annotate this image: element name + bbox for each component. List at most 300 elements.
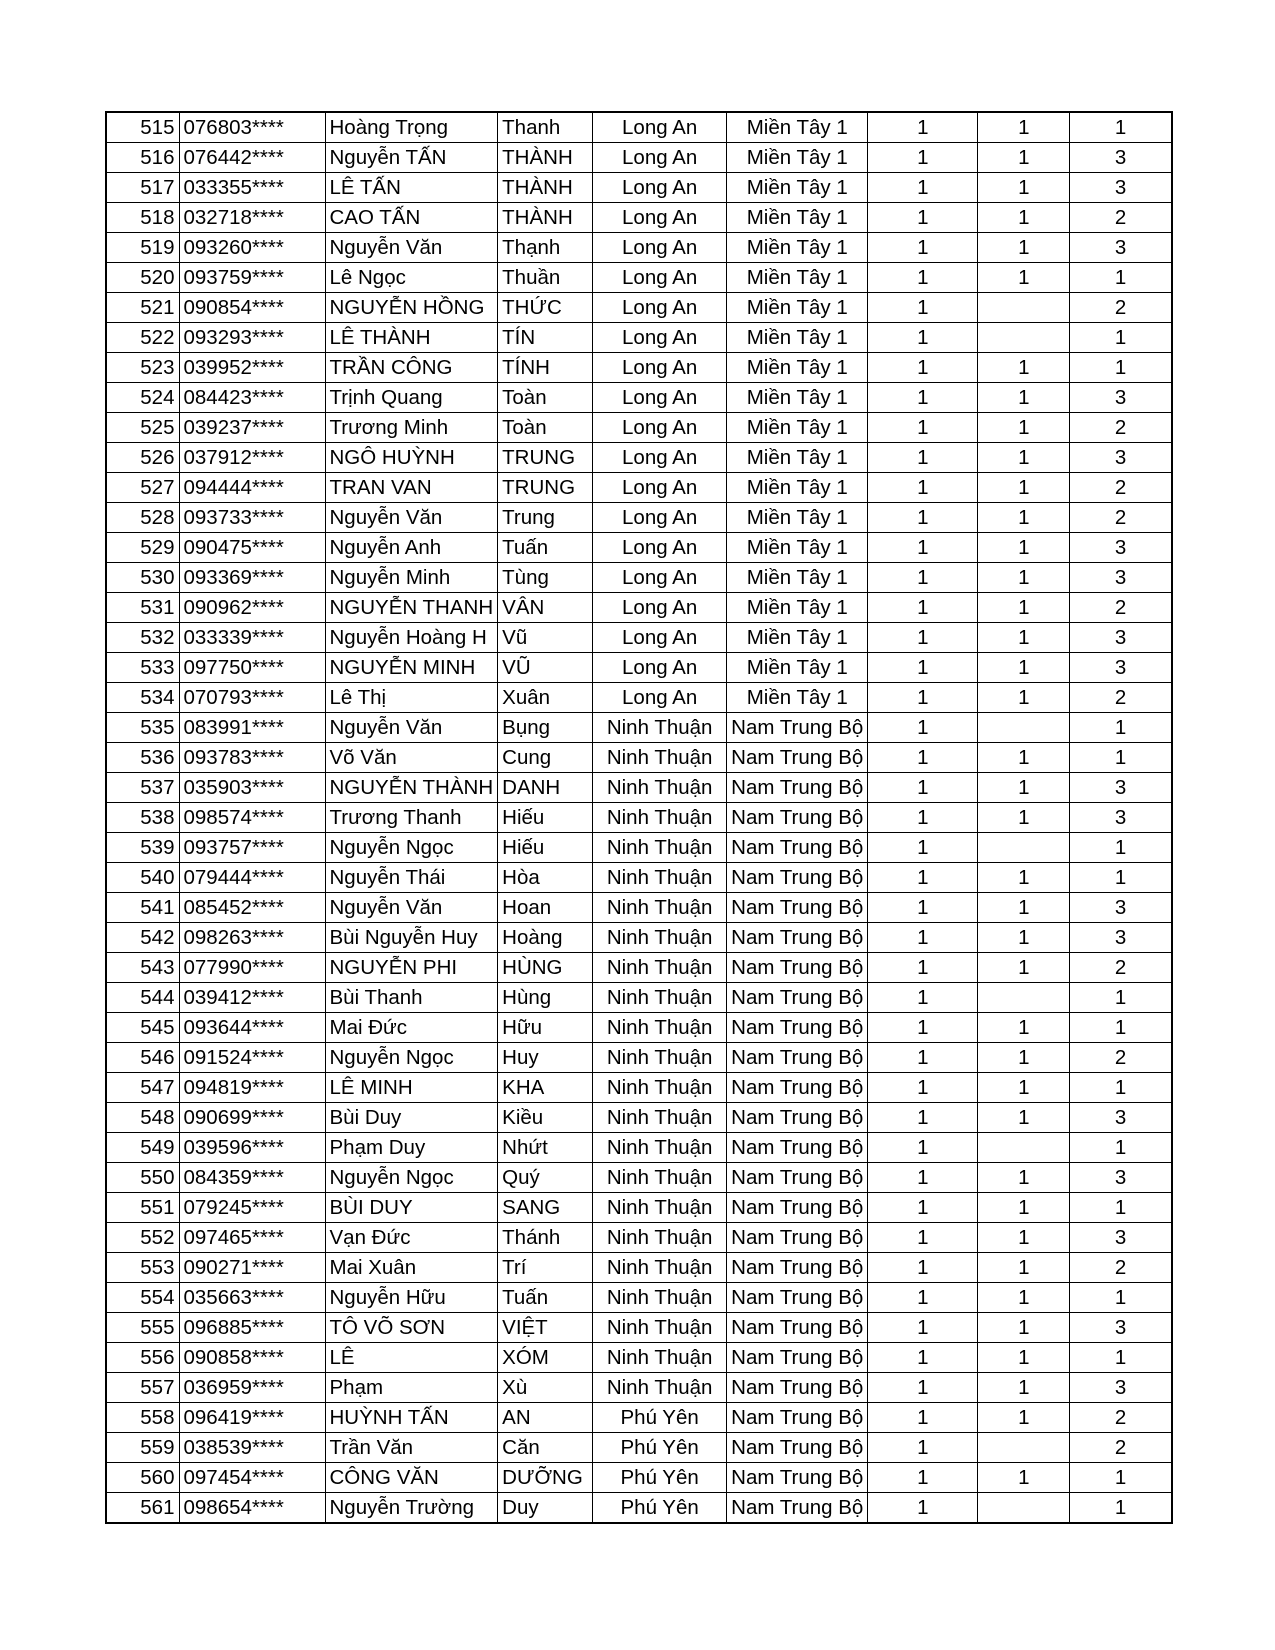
count-cell-2 (978, 1433, 1070, 1463)
last-middle-name-cell: Trần Văn (325, 1433, 498, 1463)
row-number-cell: 556 (106, 1343, 179, 1373)
count-cell-2: 1 (978, 1373, 1070, 1403)
row-number-cell: 525 (106, 413, 179, 443)
count-cell-2: 1 (978, 1163, 1070, 1193)
row-number-cell: 552 (106, 1223, 179, 1253)
id-number-cell: 093733**** (179, 503, 325, 533)
row-number-cell: 538 (106, 803, 179, 833)
region-cell: Nam Trung Bộ (727, 1313, 868, 1343)
province-cell: Long An (593, 203, 727, 233)
row-number-cell: 515 (106, 112, 179, 143)
count-cell-2: 1 (978, 143, 1070, 173)
table-row (106, 203, 1172, 233)
id-number-cell: 035903**** (179, 773, 325, 803)
table-row (106, 353, 1172, 383)
count-cell-1: 1 (868, 1043, 978, 1073)
count-cell-2 (978, 1133, 1070, 1163)
last-middle-name-cell: Phạm Duy (325, 1133, 498, 1163)
region-cell: Nam Trung Bộ (727, 1073, 868, 1103)
last-middle-name-cell: NGUYỄN THANH (325, 593, 498, 623)
region-cell: Nam Trung Bộ (727, 1163, 868, 1193)
province-cell: Long An (593, 383, 727, 413)
count-cell-3: 3 (1070, 173, 1172, 203)
count-cell-2: 1 (978, 173, 1070, 203)
region-cell: Nam Trung Bộ (727, 1193, 868, 1223)
count-cell-2: 1 (978, 623, 1070, 653)
count-cell-2: 1 (978, 593, 1070, 623)
row-number-cell: 557 (106, 1373, 179, 1403)
region-cell: Miền Tây 1 (727, 383, 868, 413)
last-middle-name-cell: Nguyễn Văn (325, 893, 498, 923)
region-cell: Nam Trung Bộ (727, 1463, 868, 1493)
count-cell-1: 1 (868, 743, 978, 773)
row-number-cell: 561 (106, 1493, 179, 1524)
province-cell: Long An (593, 503, 727, 533)
row-number-cell: 551 (106, 1193, 179, 1223)
region-cell: Miền Tây 1 (727, 533, 868, 563)
region-cell: Nam Trung Bộ (727, 1493, 868, 1524)
row-number-cell: 530 (106, 563, 179, 593)
region-cell: Nam Trung Bộ (727, 863, 868, 893)
count-cell-1: 1 (868, 503, 978, 533)
province-cell: Ninh Thuận (593, 1253, 727, 1283)
count-cell-2: 1 (978, 893, 1070, 923)
row-number-cell: 520 (106, 263, 179, 293)
table-row (106, 593, 1172, 623)
id-number-cell: 076442**** (179, 143, 325, 173)
count-cell-2: 1 (978, 803, 1070, 833)
count-cell-3: 1 (1070, 713, 1172, 743)
count-cell-1: 1 (868, 1253, 978, 1283)
region-cell: Miền Tây 1 (727, 203, 868, 233)
province-cell: Long An (593, 683, 727, 713)
region-cell: Miền Tây 1 (727, 683, 868, 713)
first-name-cell: Tuấn (498, 533, 593, 563)
province-cell: Ninh Thuận (593, 1013, 727, 1043)
region-cell: Nam Trung Bộ (727, 1103, 868, 1133)
first-name-cell: AN (498, 1403, 593, 1433)
count-cell-1: 1 (868, 263, 978, 293)
id-number-cell: 090962**** (179, 593, 325, 623)
id-number-cell: 090475**** (179, 533, 325, 563)
province-cell: Long An (593, 473, 727, 503)
count-cell-1: 1 (868, 1073, 978, 1103)
row-number-cell: 548 (106, 1103, 179, 1133)
table-row (106, 413, 1172, 443)
first-name-cell: Tuấn (498, 1283, 593, 1313)
count-cell-2 (978, 293, 1070, 323)
first-name-cell: Căn (498, 1433, 593, 1463)
id-number-cell: 032718**** (179, 203, 325, 233)
table-row (106, 653, 1172, 683)
province-cell: Long An (593, 233, 727, 263)
table-row (106, 743, 1172, 773)
table-row (106, 1403, 1172, 1433)
province-cell: Ninh Thuận (593, 983, 727, 1013)
count-cell-3: 3 (1070, 803, 1172, 833)
count-cell-1: 1 (868, 143, 978, 173)
id-number-cell: 090854**** (179, 293, 325, 323)
table-row (106, 443, 1172, 473)
region-cell: Miền Tây 1 (727, 233, 868, 263)
first-name-cell: Toàn (498, 383, 593, 413)
table-row (106, 503, 1172, 533)
last-middle-name-cell: Lê Thị (325, 683, 498, 713)
count-cell-1: 1 (868, 983, 978, 1013)
region-cell: Miền Tây 1 (727, 503, 868, 533)
id-number-cell: 097454**** (179, 1463, 325, 1493)
first-name-cell: Xù (498, 1373, 593, 1403)
region-cell: Nam Trung Bộ (727, 1013, 868, 1043)
id-number-cell: 033339**** (179, 623, 325, 653)
count-cell-2: 1 (978, 1223, 1070, 1253)
count-cell-2: 1 (978, 563, 1070, 593)
count-cell-3: 2 (1070, 1433, 1172, 1463)
count-cell-2: 1 (978, 773, 1070, 803)
row-number-cell: 536 (106, 743, 179, 773)
first-name-cell: Thuần (498, 263, 593, 293)
count-cell-1: 1 (868, 1223, 978, 1253)
last-middle-name-cell: TÔ VÕ SƠN (325, 1313, 498, 1343)
table-row (106, 623, 1172, 653)
table-row (106, 923, 1172, 953)
first-name-cell: TRUNG (498, 473, 593, 503)
count-cell-3: 1 (1070, 1073, 1172, 1103)
count-cell-2: 1 (978, 503, 1070, 533)
region-cell: Nam Trung Bộ (727, 743, 868, 773)
last-middle-name-cell: Bùi Nguyễn Huy (325, 923, 498, 953)
id-number-cell: 098654**** (179, 1493, 325, 1524)
first-name-cell: Kiều (498, 1103, 593, 1133)
id-number-cell: 093759**** (179, 263, 325, 293)
table-row (106, 683, 1172, 713)
table-row (106, 713, 1172, 743)
id-number-cell: 093293**** (179, 323, 325, 353)
count-cell-1: 1 (868, 863, 978, 893)
last-middle-name-cell: NGUYỄN MINH (325, 653, 498, 683)
table-row (106, 953, 1172, 983)
last-middle-name-cell: LÊ THÀNH (325, 323, 498, 353)
last-middle-name-cell: Nguyễn Văn (325, 503, 498, 533)
region-cell: Miền Tây 1 (727, 593, 868, 623)
id-number-cell: 093260**** (179, 233, 325, 263)
count-cell-3: 2 (1070, 1403, 1172, 1433)
row-number-cell: 521 (106, 293, 179, 323)
count-cell-1: 1 (868, 953, 978, 983)
id-number-cell: 094819**** (179, 1073, 325, 1103)
id-number-cell: 093757**** (179, 833, 325, 863)
row-number-cell: 554 (106, 1283, 179, 1313)
table-row (106, 1133, 1172, 1163)
first-name-cell: Thánh (498, 1223, 593, 1253)
first-name-cell: HÙNG (498, 953, 593, 983)
province-cell: Ninh Thuận (593, 803, 727, 833)
first-name-cell: Hiếu (498, 803, 593, 833)
id-number-cell: 096885**** (179, 1313, 325, 1343)
first-name-cell: Bụng (498, 713, 593, 743)
count-cell-3: 1 (1070, 833, 1172, 863)
first-name-cell: TÍN (498, 323, 593, 353)
province-cell: Ninh Thuận (593, 1283, 727, 1313)
last-middle-name-cell: Nguyễn Văn (325, 233, 498, 263)
province-cell: Long An (593, 173, 727, 203)
count-cell-3: 1 (1070, 863, 1172, 893)
region-cell: Nam Trung Bộ (727, 833, 868, 863)
row-number-cell: 547 (106, 1073, 179, 1103)
row-number-cell: 541 (106, 893, 179, 923)
last-middle-name-cell: TRẦN CÔNG (325, 353, 498, 383)
row-number-cell: 518 (106, 203, 179, 233)
table-row (106, 1103, 1172, 1133)
province-cell: Ninh Thuận (593, 833, 727, 863)
count-cell-2: 1 (978, 1313, 1070, 1343)
count-cell-2: 1 (978, 383, 1070, 413)
first-name-cell: Hữu (498, 1013, 593, 1043)
first-name-cell: SANG (498, 1193, 593, 1223)
last-middle-name-cell: Nguyễn Thái (325, 863, 498, 893)
count-cell-2: 1 (978, 1073, 1070, 1103)
count-cell-2: 1 (978, 1463, 1070, 1493)
count-cell-1: 1 (868, 473, 978, 503)
id-number-cell: 093644**** (179, 1013, 325, 1043)
id-number-cell: 091524**** (179, 1043, 325, 1073)
row-number-cell: 517 (106, 173, 179, 203)
table-row (106, 1163, 1172, 1193)
count-cell-3: 3 (1070, 443, 1172, 473)
count-cell-3: 2 (1070, 473, 1172, 503)
count-cell-1: 1 (868, 713, 978, 743)
count-cell-2: 1 (978, 203, 1070, 233)
id-number-cell: 035663**** (179, 1283, 325, 1313)
row-number-cell: 532 (106, 623, 179, 653)
count-cell-1: 1 (868, 1343, 978, 1373)
count-cell-2: 1 (978, 863, 1070, 893)
region-cell: Miền Tây 1 (727, 443, 868, 473)
last-middle-name-cell: Nguyễn Trường (325, 1493, 498, 1524)
region-cell: Nam Trung Bộ (727, 1223, 868, 1253)
id-number-cell: 096419**** (179, 1403, 325, 1433)
province-cell: Ninh Thuận (593, 893, 727, 923)
count-cell-3: 1 (1070, 1343, 1172, 1373)
count-cell-3: 2 (1070, 1253, 1172, 1283)
last-middle-name-cell: LÊ TẤN (325, 173, 498, 203)
first-name-cell: Toàn (498, 413, 593, 443)
count-cell-3: 1 (1070, 1493, 1172, 1524)
id-number-cell: 098574**** (179, 803, 325, 833)
count-cell-1: 1 (868, 1373, 978, 1403)
count-cell-3: 3 (1070, 233, 1172, 263)
id-number-cell: 037912**** (179, 443, 325, 473)
last-middle-name-cell: Hoàng Trọng (325, 112, 498, 143)
last-middle-name-cell: Trịnh Quang (325, 383, 498, 413)
table-row (106, 383, 1172, 413)
count-cell-2: 1 (978, 1013, 1070, 1043)
id-number-cell: 090858**** (179, 1343, 325, 1373)
count-cell-3: 1 (1070, 983, 1172, 1013)
count-cell-2 (978, 713, 1070, 743)
region-cell: Nam Trung Bộ (727, 953, 868, 983)
row-number-cell: 531 (106, 593, 179, 623)
id-number-cell: 083991**** (179, 713, 325, 743)
count-cell-1: 1 (868, 653, 978, 683)
region-cell: Nam Trung Bộ (727, 1253, 868, 1283)
count-cell-1: 1 (868, 833, 978, 863)
last-middle-name-cell: CÔNG VĂN (325, 1463, 498, 1493)
count-cell-3: 3 (1070, 623, 1172, 653)
count-cell-2: 1 (978, 233, 1070, 263)
first-name-cell: Quý (498, 1163, 593, 1193)
table-row (106, 1073, 1172, 1103)
table-row (106, 1343, 1172, 1373)
region-cell: Miền Tây 1 (727, 143, 868, 173)
table-row (106, 1313, 1172, 1343)
table-row (106, 293, 1172, 323)
row-number-cell: 558 (106, 1403, 179, 1433)
count-cell-1: 1 (868, 773, 978, 803)
count-cell-1: 1 (868, 563, 978, 593)
id-number-cell: 033355**** (179, 173, 325, 203)
table-row (106, 773, 1172, 803)
count-cell-3: 2 (1070, 953, 1172, 983)
first-name-cell: Xuân (498, 683, 593, 713)
first-name-cell: Vũ (498, 623, 593, 653)
row-number-cell: 528 (106, 503, 179, 533)
region-cell: Miền Tây 1 (727, 623, 868, 653)
row-number-cell: 539 (106, 833, 179, 863)
id-number-cell: 093783**** (179, 743, 325, 773)
first-name-cell: Hoàng (498, 923, 593, 953)
count-cell-2: 1 (978, 1403, 1070, 1433)
region-cell: Miền Tây 1 (727, 173, 868, 203)
row-number-cell: 550 (106, 1163, 179, 1193)
province-cell: Ninh Thuận (593, 1133, 727, 1163)
province-cell: Long An (593, 143, 727, 173)
row-number-cell: 527 (106, 473, 179, 503)
first-name-cell: VÂN (498, 593, 593, 623)
count-cell-2: 1 (978, 1283, 1070, 1313)
region-cell: Nam Trung Bộ (727, 1403, 868, 1433)
count-cell-3: 3 (1070, 383, 1172, 413)
count-cell-2: 1 (978, 1043, 1070, 1073)
first-name-cell: TRUNG (498, 443, 593, 473)
province-cell: Ninh Thuận (593, 713, 727, 743)
region-cell: Miền Tây 1 (727, 263, 868, 293)
count-cell-1: 1 (868, 1163, 978, 1193)
count-cell-2: 1 (978, 533, 1070, 563)
province-cell: Ninh Thuận (593, 743, 727, 773)
count-cell-3: 3 (1070, 773, 1172, 803)
count-cell-1: 1 (868, 293, 978, 323)
first-name-cell: THÀNH (498, 143, 593, 173)
count-cell-3: 1 (1070, 1013, 1172, 1043)
row-number-cell: 549 (106, 1133, 179, 1163)
last-middle-name-cell: BÙI DUY (325, 1193, 498, 1223)
count-cell-2: 1 (978, 1193, 1070, 1223)
first-name-cell: Nhứt (498, 1133, 593, 1163)
row-number-cell: 535 (106, 713, 179, 743)
province-cell: Ninh Thuận (593, 923, 727, 953)
province-cell: Phú Yên (593, 1493, 727, 1524)
first-name-cell: Thạnh (498, 233, 593, 263)
count-cell-2 (978, 323, 1070, 353)
count-cell-3: 1 (1070, 743, 1172, 773)
row-number-cell: 523 (106, 353, 179, 383)
last-middle-name-cell: Lê Ngọc (325, 263, 498, 293)
count-cell-3: 1 (1070, 1193, 1172, 1223)
table-row (106, 983, 1172, 1013)
count-cell-2: 1 (978, 1103, 1070, 1133)
province-cell: Phú Yên (593, 1433, 727, 1463)
count-cell-2: 1 (978, 112, 1070, 143)
count-cell-1: 1 (868, 1013, 978, 1043)
count-cell-1: 1 (868, 413, 978, 443)
row-number-cell: 560 (106, 1463, 179, 1493)
table-row (106, 1283, 1172, 1313)
province-cell: Ninh Thuận (593, 953, 727, 983)
table-row (106, 1013, 1172, 1043)
count-cell-1: 1 (868, 203, 978, 233)
first-name-cell: Trí (498, 1253, 593, 1283)
count-cell-1: 1 (868, 803, 978, 833)
count-cell-1: 1 (868, 1133, 978, 1163)
province-cell: Ninh Thuận (593, 1073, 727, 1103)
count-cell-2: 1 (978, 473, 1070, 503)
last-middle-name-cell: Mai Xuân (325, 1253, 498, 1283)
last-middle-name-cell: TRAN VAN (325, 473, 498, 503)
last-middle-name-cell: HUỲNH TẤN (325, 1403, 498, 1433)
province-cell: Ninh Thuận (593, 773, 727, 803)
last-middle-name-cell: Nguyễn Ngọc (325, 833, 498, 863)
last-middle-name-cell: Phạm (325, 1373, 498, 1403)
table-row (106, 803, 1172, 833)
count-cell-3: 1 (1070, 1133, 1172, 1163)
first-name-cell: Tùng (498, 563, 593, 593)
last-middle-name-cell: Nguyễn Minh (325, 563, 498, 593)
first-name-cell: TÍNH (498, 353, 593, 383)
first-name-cell: THÀNH (498, 203, 593, 233)
last-middle-name-cell: Bùi Duy (325, 1103, 498, 1133)
region-cell: Miền Tây 1 (727, 563, 868, 593)
region-cell: Miền Tây 1 (727, 473, 868, 503)
row-number-cell: 519 (106, 233, 179, 263)
province-cell: Ninh Thuận (593, 1313, 727, 1343)
table-row (106, 533, 1172, 563)
count-cell-1: 1 (868, 112, 978, 143)
province-cell: Long An (593, 443, 727, 473)
province-cell: Phú Yên (593, 1463, 727, 1493)
id-number-cell: 094444**** (179, 473, 325, 503)
count-cell-3: 3 (1070, 1313, 1172, 1343)
region-cell: Nam Trung Bộ (727, 773, 868, 803)
region-cell: Nam Trung Bộ (727, 803, 868, 833)
id-number-cell: 077990**** (179, 953, 325, 983)
province-cell: Long An (593, 413, 727, 443)
count-cell-3: 3 (1070, 533, 1172, 563)
count-cell-1: 1 (868, 623, 978, 653)
last-middle-name-cell: CAO TẤN (325, 203, 498, 233)
count-cell-1: 1 (868, 323, 978, 353)
table-row (106, 473, 1172, 503)
id-number-cell: 079444**** (179, 863, 325, 893)
table-row (106, 1193, 1172, 1223)
last-middle-name-cell: Nguyễn Ngọc (325, 1163, 498, 1193)
id-number-cell: 093369**** (179, 563, 325, 593)
count-cell-2 (978, 983, 1070, 1013)
table-row (106, 1493, 1172, 1524)
table-row (106, 1253, 1172, 1283)
row-number-cell: 524 (106, 383, 179, 413)
table-row (106, 1043, 1172, 1073)
